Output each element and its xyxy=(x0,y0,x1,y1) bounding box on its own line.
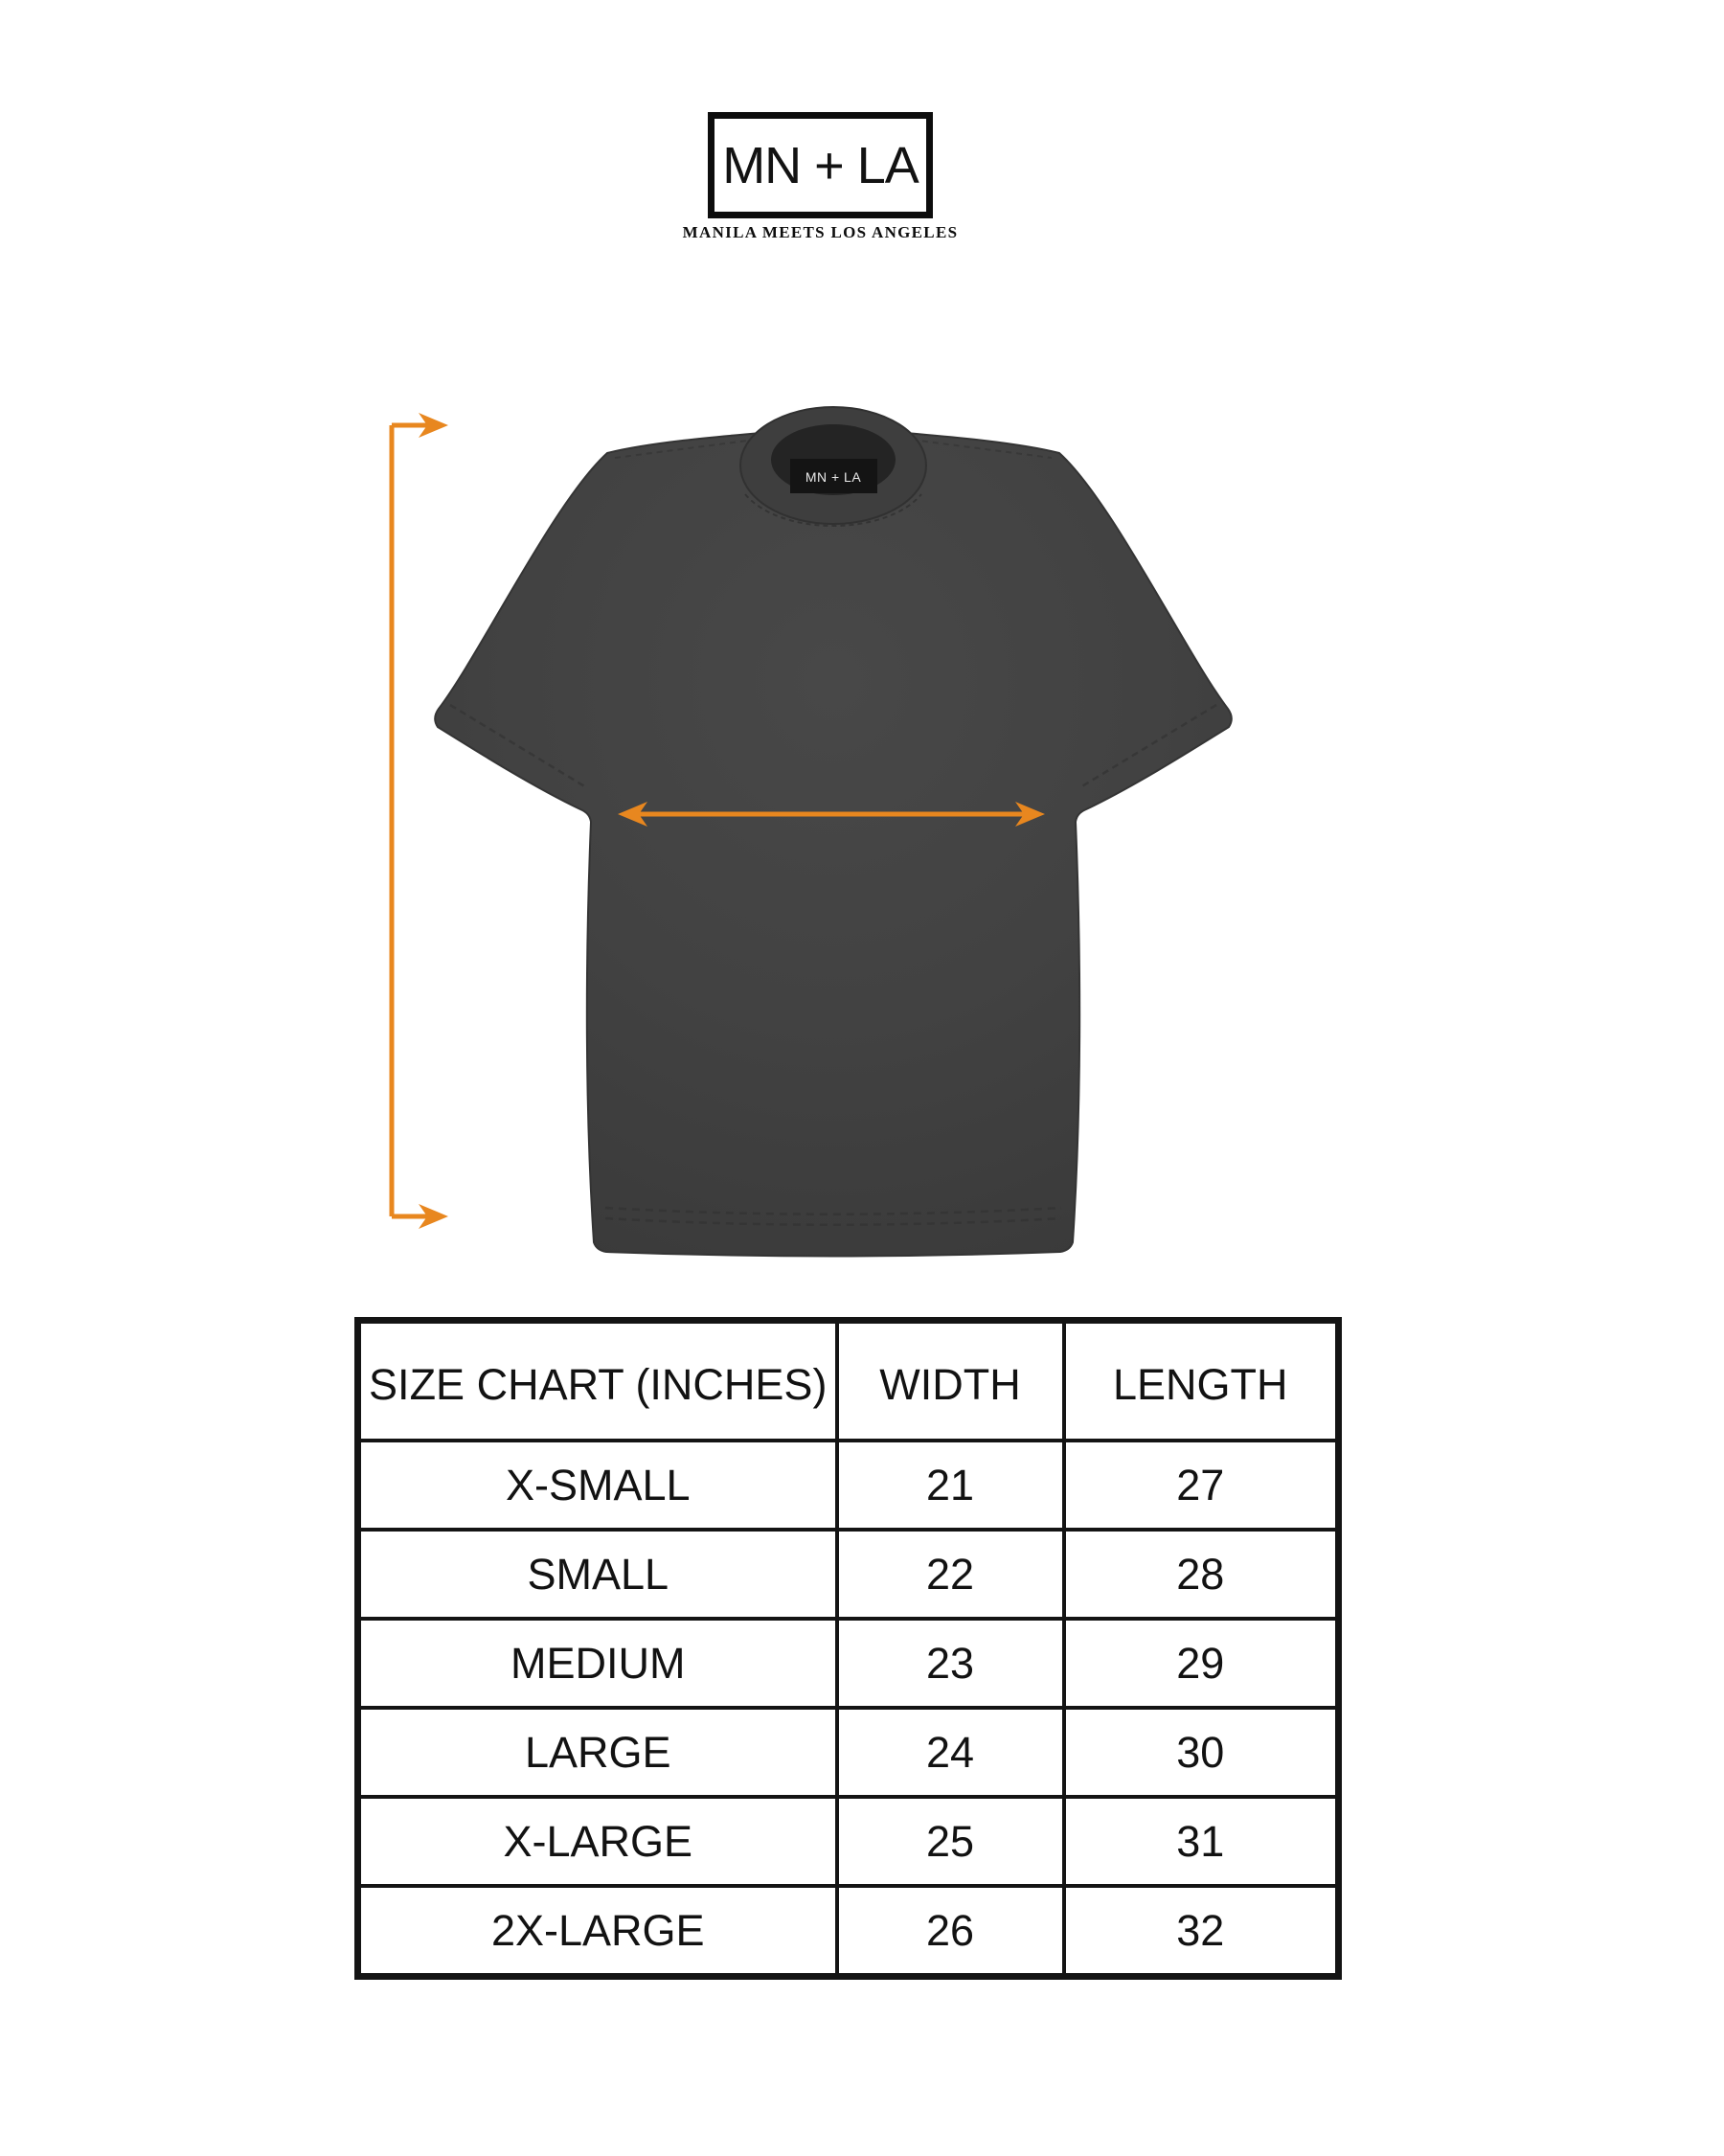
size-cell: LARGE xyxy=(358,1708,837,1797)
col-header-width: WIDTH xyxy=(837,1321,1064,1441)
width-cell: 26 xyxy=(837,1886,1064,1977)
size-cell: MEDIUM xyxy=(358,1619,837,1708)
tshirt-body xyxy=(435,409,1232,1257)
length-measure-arrow xyxy=(392,413,448,1229)
width-cell: 21 xyxy=(837,1441,1064,1530)
brand-tagline: MANILA MEETS LOS ANGELES xyxy=(682,223,959,241)
col-header-size: SIZE CHART (INCHES) xyxy=(358,1321,837,1441)
length-cell: 28 xyxy=(1064,1530,1339,1619)
size-row-2xlarge xyxy=(358,1886,1339,1977)
length-cell: 32 xyxy=(1064,1886,1339,1977)
brand-logo-box xyxy=(708,112,933,218)
length-cell: 29 xyxy=(1064,1619,1339,1708)
tshirt-illustration xyxy=(364,378,1283,1274)
size-cell: X-SMALL xyxy=(358,1441,837,1530)
width-cell: 24 xyxy=(837,1708,1064,1797)
size-cell: 2X-LARGE xyxy=(358,1886,837,1977)
width-cell: 22 xyxy=(837,1530,1064,1619)
brand-logo-text: MN + LA xyxy=(722,136,919,194)
col-header-length: LENGTH xyxy=(1064,1321,1339,1441)
size-cell: SMALL xyxy=(358,1530,837,1619)
length-cell: 30 xyxy=(1064,1708,1339,1797)
size-row-xlarge xyxy=(358,1797,1339,1886)
size-row-medium xyxy=(358,1619,1339,1708)
length-cell: 27 xyxy=(1064,1441,1339,1530)
neck-label-text: MN + LA xyxy=(805,469,862,485)
size-chart-header-row xyxy=(358,1321,1339,1441)
width-cell: 23 xyxy=(837,1619,1064,1708)
size-row-xsmall xyxy=(358,1441,1339,1530)
size-chart-table xyxy=(354,1317,1342,1980)
size-row-large xyxy=(358,1708,1339,1797)
size-row-small xyxy=(358,1530,1339,1619)
length-cell: 31 xyxy=(1064,1797,1339,1886)
width-cell: 25 xyxy=(837,1797,1064,1886)
size-cell: X-LARGE xyxy=(358,1797,837,1886)
